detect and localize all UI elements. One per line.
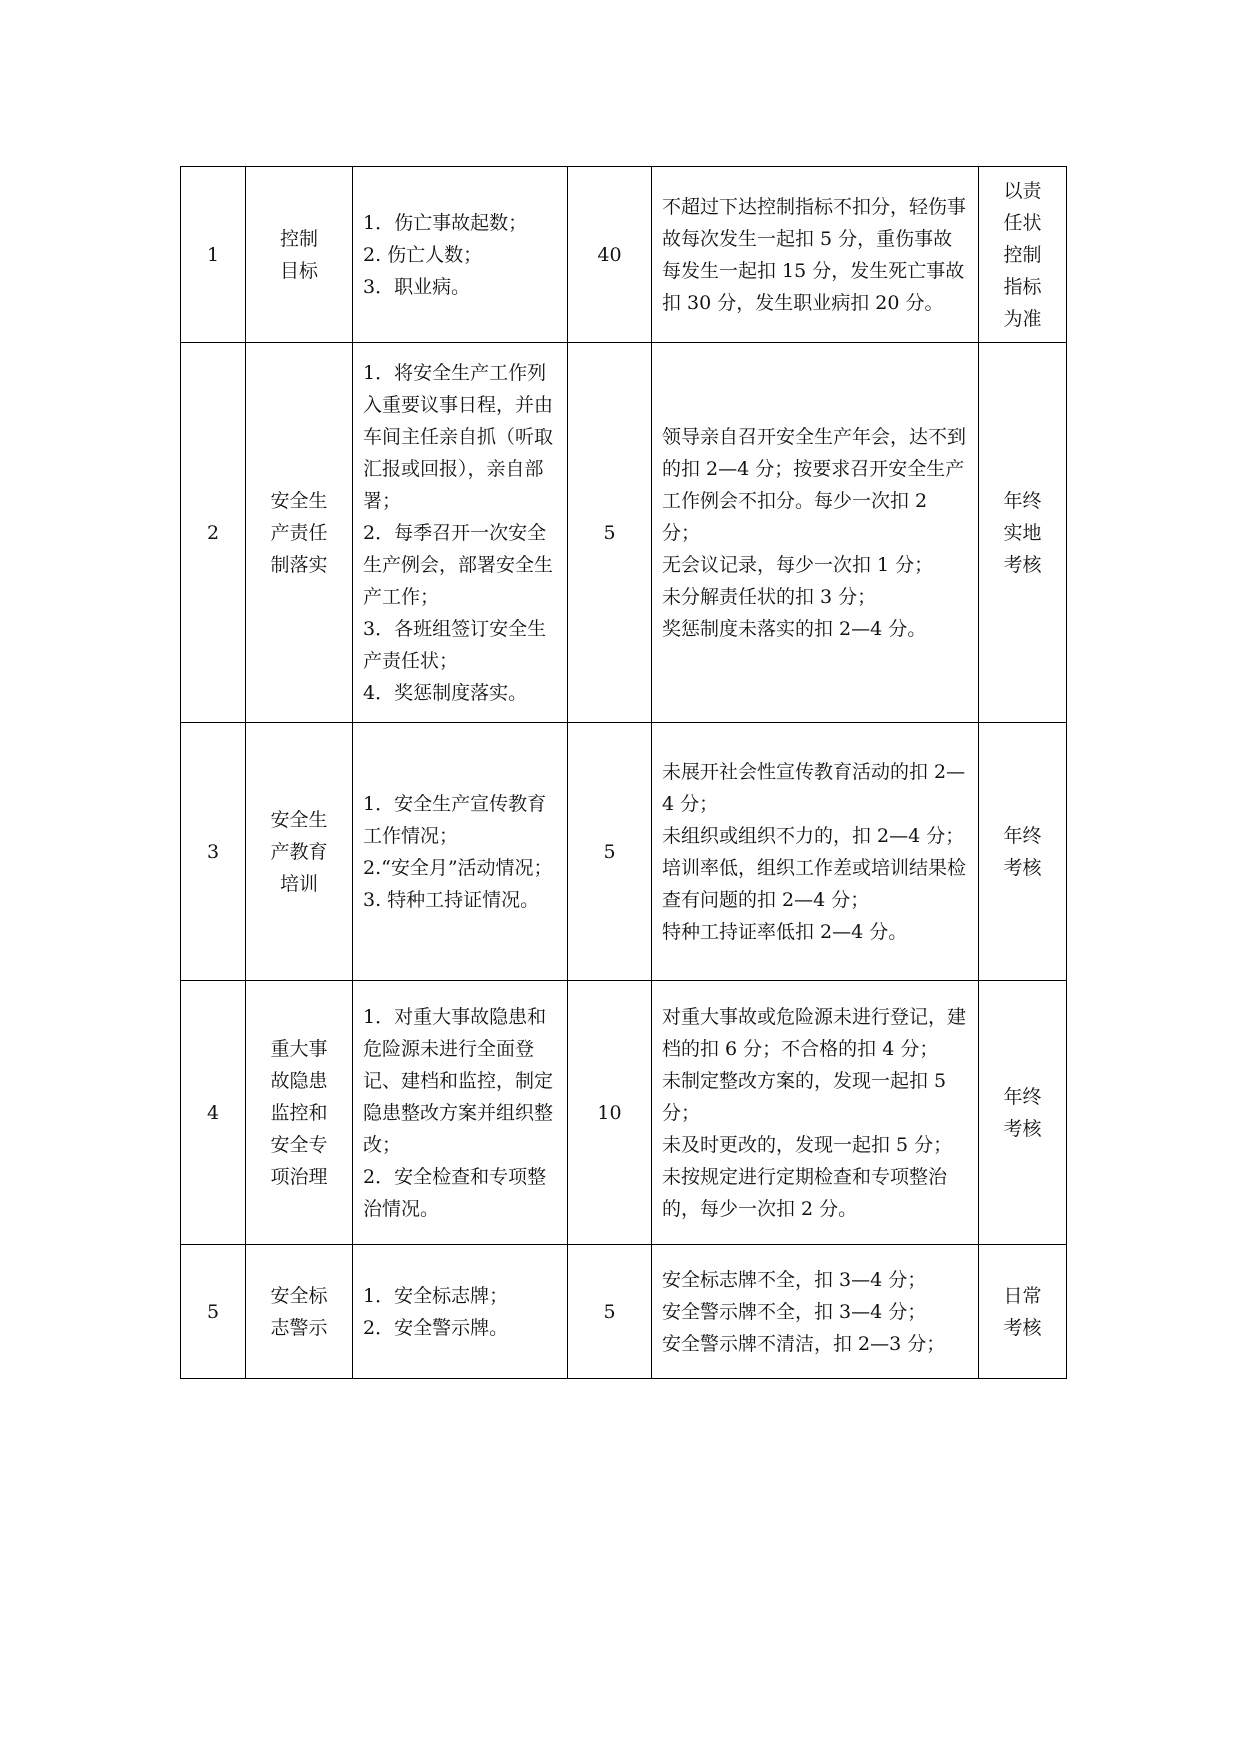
assessment-content-line: 1．对重大事故隐患和危险源未进行全面登记、建档和监控，制定隐患整改方案并组织整改；	[363, 1005, 554, 1156]
table-row	[181, 981, 1067, 1245]
assessment-method	[979, 981, 1067, 1245]
assessment-item-line: 产教育	[270, 840, 328, 863]
assessment-item	[246, 343, 353, 723]
assessment-content-line: 1．将安全生产工作列入重要议事日程，并由车间主任亲自抓（听取汇报或回报），亲自部署；	[363, 361, 554, 512]
deduction-rule-line: 特种工持证率低扣 2—4 分。	[662, 920, 908, 943]
assessment-item	[246, 1245, 353, 1379]
assessment-item-line: 项治理	[270, 1165, 328, 1188]
deduction-rule	[652, 981, 979, 1245]
deduction-rule-line: 未及时更改的，发现一起扣 5 分；	[662, 1133, 953, 1156]
score-value: 5	[568, 1245, 652, 1379]
assessment-method-line: 任状	[1003, 211, 1042, 234]
assessment-content-line: 4．奖惩制度落实。	[363, 681, 528, 704]
deduction-rule-line: 无会议记录，每少一次扣 1 分；	[662, 553, 934, 576]
deduction-rule-line: 安全标志牌不全，扣 3—4 分；	[662, 1268, 927, 1291]
assessment-content-line: 2.“安全月”活动情况；	[363, 856, 553, 879]
assessment-method-line: 实地	[1003, 521, 1042, 544]
assessment-method-line: 指标	[1003, 275, 1042, 298]
assessment-item-line: 志警示	[270, 1316, 328, 1339]
assessment-content	[353, 981, 568, 1245]
assessment-item-line: 目标	[279, 259, 318, 282]
row-number: 1	[181, 167, 246, 343]
deduction-rule	[652, 167, 979, 343]
score-value: 40	[568, 167, 652, 343]
deduction-rule-line: 未展开社会性宣传教育活动的扣 2—4 分；	[662, 760, 966, 815]
assessment-method	[979, 343, 1067, 723]
deduction-rule-line: 未组织或组织不力的，扣 2—4 分；	[662, 824, 965, 847]
deduction-rule-line: 培训率低，组织工作差或培训结果检查有问题的扣 2—4 分；	[662, 856, 967, 911]
table-body	[181, 167, 1067, 1379]
deduction-rule-line: 未分解责任状的扣 3 分；	[662, 585, 877, 608]
score-value: 5	[568, 343, 652, 723]
assessment-content-line: 1．安全标志牌；	[363, 1284, 509, 1307]
deduction-rule-line: 未制定整改方案的，发现一起扣 5 分；	[662, 1069, 947, 1124]
assessment-content	[353, 343, 568, 723]
assessment-item-line: 控制	[279, 227, 318, 250]
table-row	[181, 343, 1067, 723]
assessment-item-line: 重大事	[270, 1037, 328, 1060]
assessment-content-line: 3. 特种工持证情况。	[363, 888, 540, 911]
deduction-rule-line: 领导亲自召开安全生产年会，达不到的扣 2—4 分；按要求召开安全生产工作例会不扣分。每少一次扣 2 分；	[662, 425, 967, 544]
assessment-item-line: 监控和	[270, 1101, 328, 1124]
assessment-content-line: 2．安全检查和专项整治情况。	[363, 1165, 547, 1220]
assessment-method	[979, 723, 1067, 981]
row-number: 5	[181, 1245, 246, 1379]
row-number: 2	[181, 343, 246, 723]
assessment-item	[246, 723, 353, 981]
assessment-method-line: 年终	[1003, 489, 1042, 512]
table-row	[181, 1245, 1067, 1379]
row-number: 4	[181, 981, 246, 1245]
assessment-method	[979, 167, 1067, 343]
assessment-item-line: 故隐患	[270, 1069, 328, 1092]
assessment-item-line: 安全标	[270, 1284, 328, 1307]
assessment-item-line: 培训	[279, 872, 318, 895]
deduction-rule	[652, 343, 979, 723]
table-row	[181, 723, 1067, 981]
assessment-content-line: 2. 伤亡人数；	[363, 243, 483, 266]
assessment-content	[353, 723, 568, 981]
assessment-content-line: 1．伤亡事故起数；	[363, 211, 528, 234]
assessment-item-line: 制落实	[270, 553, 328, 576]
assessment-item-line: 产责任	[270, 521, 328, 544]
deduction-rule-line: 奖惩制度未落实的扣 2—4 分。	[662, 617, 927, 640]
assessment-content-line: 3．各班组签订安全生产责任状；	[363, 617, 547, 672]
assessment-content-line: 2．每季召开一次安全生产例会，部署安全生产工作；	[363, 521, 554, 608]
assessment-item	[246, 167, 353, 343]
assessment-method-line: 考核	[1003, 1117, 1042, 1140]
assessment-method-line: 年终	[1003, 1085, 1042, 1108]
deduction-rule	[652, 1245, 979, 1379]
row-number: 3	[181, 723, 246, 981]
assessment-method	[979, 1245, 1067, 1379]
assessment-item	[246, 981, 353, 1245]
score-value: 5	[568, 723, 652, 981]
assessment-method-line: 考核	[1003, 1316, 1042, 1339]
deduction-rule-line: 安全警示牌不清洁，扣 2—3 分；	[662, 1332, 946, 1355]
deduction-rule	[652, 723, 979, 981]
assessment-content	[353, 1245, 568, 1379]
assessment-content-line: 3．职业病。	[363, 275, 471, 298]
assessment-content-line: 1．安全生产宣传教育工作情况；	[363, 792, 547, 847]
deduction-rule-line: 对重大事故或危险源未进行登记，建档的扣 6 分；不合格的扣 4 分；	[662, 1005, 967, 1060]
assessment-item-line: 安全生	[270, 489, 328, 512]
assessment-method-line: 控制	[1003, 243, 1042, 266]
assessment-table	[180, 166, 1067, 1379]
assessment-method-line: 为准	[1003, 307, 1042, 330]
assessment-item-line: 安全专	[270, 1133, 328, 1156]
assessment-method-line: 考核	[1003, 553, 1042, 576]
assessment-method-line: 考核	[1003, 856, 1042, 879]
assessment-method-line: 年终	[1003, 824, 1042, 847]
assessment-method-line: 日常	[1003, 1284, 1042, 1307]
deduction-rule-line: 不超过下达控制指标不扣分，轻伤事故每次发生一起扣 5 分，重伤事故每发生一起扣 15 分，发生死亡事故扣 30 分，发生职业病扣 20 分。	[662, 195, 967, 314]
deduction-rule-line: 未按规定进行定期检查和专项整治的，每少一次扣 2 分。	[662, 1165, 948, 1220]
assessment-content	[353, 167, 568, 343]
score-value: 10	[568, 981, 652, 1245]
assessment-content-line: 2．安全警示牌。	[363, 1316, 509, 1339]
assessment-method-line: 以责	[1003, 179, 1042, 202]
assessment-item-line: 安全生	[270, 808, 328, 831]
table-row	[181, 167, 1067, 343]
deduction-rule-line: 安全警示牌不全，扣 3—4 分；	[662, 1300, 927, 1323]
